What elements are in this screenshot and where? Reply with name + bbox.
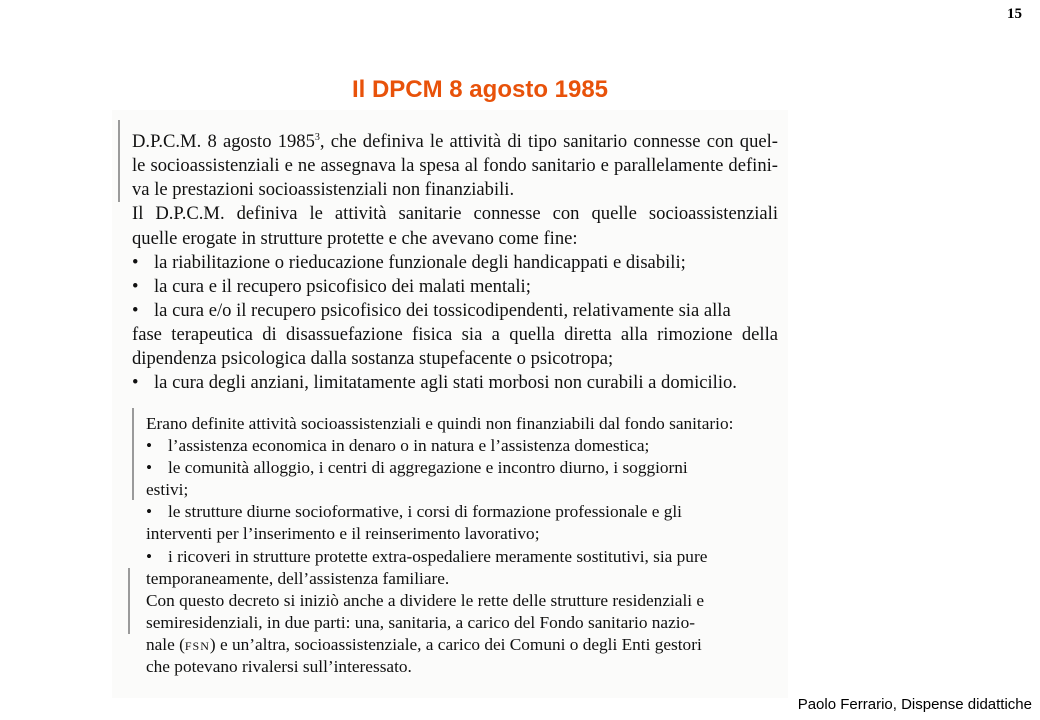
list-item: • l’assistenza economica in denaro o in natura e l’assistenza domestica; [146,435,760,457]
text-line: dipendenza psicologica dalla sostanza stupefacente o psicotropa; [132,348,614,370]
margin-mark [118,120,120,202]
bullet: • [132,372,139,394]
text-line: D.P.C.M. 8 agosto 1985$^3$, che definiva le attività di tipo sanitario connesse con quel- [132,131,778,153]
text-line: Erano definite attività socioassistenziali e quindi non finanziabili dal fondo sanitario: [146,414,734,433]
text-line: semiresidenziali, in due parti: una, sanitaria, a carico del Fondo sanitario nazio- [146,612,695,632]
slide-number: 15 [1007,6,1022,22]
list-item: • le strutture diurne socioformative, i corsi di formazione professionale e gli [146,501,760,523]
margin-mark [132,408,134,500]
list-item: • la cura e/o il recupero psicofisico dei tossicodipendenti, relativamente sia alla [132,299,778,323]
text-line: Il D.P.C.M. definiva le attività sanitarie connesse con quelle socioassistenziali [132,203,778,225]
bullet: • [132,275,139,297]
text-line: nale (fsn) e un’altra, socioassistenziale, a carico dei Comuni o degli Enti gestori [146,634,702,654]
fsn-abbreviation: fsn [184,634,210,654]
list-item: • la cura e il recupero psicofisico dei malati mentali; [132,275,778,299]
list-item: • i ricoveri in strutture protette extra-ospedaliere meramente sostitutivi, sia pure [146,546,760,568]
text-block-2 [146,413,760,678]
bullet: • [146,458,153,478]
bullet: • [146,436,153,456]
bullet: • [132,299,139,321]
text-line: temporaneamente, dell’assistenza familiare. [146,568,450,588]
cut-off-line [140,110,360,120]
bullet: • [146,502,153,522]
list-item: • le comunità alloggio, i centri di aggregazione e incontro diurno, i soggiorni [146,457,760,479]
footer-credit: Paolo Ferrario, Dispense didattiche [797,696,1032,713]
list-item: • la cura degli anziani, limitatamente agli stati morbosi non curabili a domicilio. [132,371,778,395]
text-line: estivi; [146,480,189,500]
text-line: va le prestazioni socioassistenziali non finanziabili. [132,179,515,201]
text-line: fase terapeutica di disassuefazione fisica sia a quella diretta alla rimozione della [132,323,778,345]
text-line: che potevano rivalersi sull’interessato. [146,657,412,677]
bullet: • [132,251,139,273]
text-line: quelle erogate in strutture protette e che avevano come fine: [132,227,578,249]
text-block-1 [132,126,778,395]
slide-title: Il DPCM 8 agosto 1985 [351,76,609,103]
text-line: le socioassistenziali e ne assegnava la spesa al fondo sanitario e parallelamente defini- [132,155,778,177]
margin-mark [128,568,130,634]
scanned-page [112,110,788,698]
text-line: interventi per l’inserimento e il reinserimento lavorativo; [146,524,540,544]
bullet: • [146,546,153,566]
text-line: Con questo decreto si iniziò anche a dividere le rette delle strutture residenziali e [146,590,705,610]
list-item: • la riabilitazione o rieducazione funzionale degli handicappati e disabili; [132,251,778,275]
